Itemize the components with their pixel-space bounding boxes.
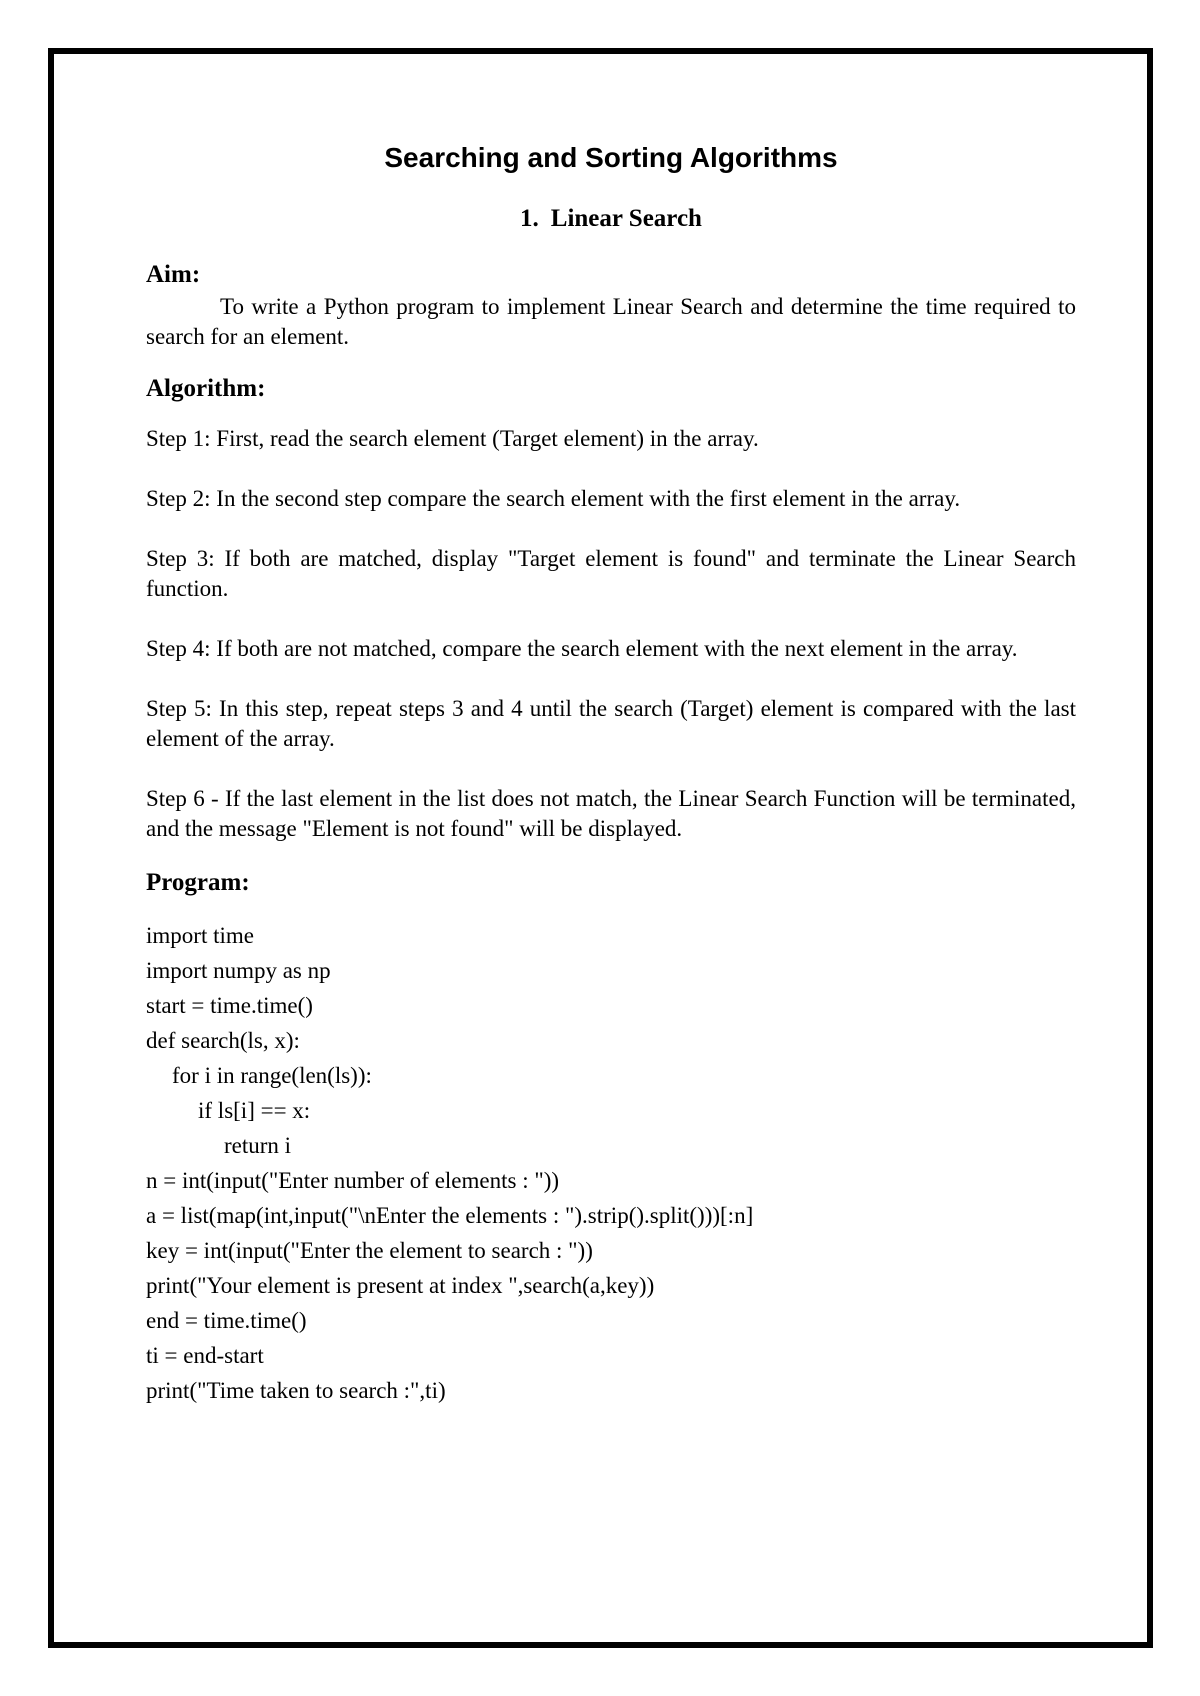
algorithm-step: Step 3: If both are matched, display "Target element is found" and terminate the Linear Search function. bbox=[146, 546, 1076, 601]
aim-heading: Aim: bbox=[146, 261, 201, 288]
program-code bbox=[146, 918, 1076, 1408]
section-number: 1. bbox=[520, 205, 539, 232]
code-line: def search(ls, x): bbox=[146, 1028, 300, 1053]
program-heading: Program: bbox=[146, 869, 250, 896]
algorithm-step: Step 4: If both are not matched, compare the search element with the next element in the array. bbox=[146, 636, 1018, 661]
section-title bbox=[146, 202, 1076, 236]
code-line: for i in range(len(ls)): bbox=[172, 1063, 372, 1088]
code-line: key = int(input("Enter the element to search : ")) bbox=[146, 1238, 593, 1263]
code-line: print("Time taken to search :",ti) bbox=[146, 1378, 446, 1403]
document-content bbox=[146, 140, 1076, 1408]
algorithm-step: Step 1: First, read the search element (Target element) in the array. bbox=[146, 426, 759, 451]
code-line: print("Your element is present at index ",search(a,key)) bbox=[146, 1273, 655, 1298]
aim-block bbox=[146, 258, 1076, 352]
code-line: end = time.time() bbox=[146, 1308, 307, 1333]
algorithm-step: Step 6 - If the last element in the list does not match, the Linear Search Function will be terminated, and the message "Element is not found" will be displayed. bbox=[146, 786, 1076, 841]
document-title: Searching and Sorting Algorithms bbox=[384, 142, 838, 173]
code-line: import numpy as np bbox=[146, 958, 331, 983]
algorithm-step: Step 2: In the second step compare the search element with the first element in the array. bbox=[146, 486, 961, 511]
code-line: a = list(map(int,input("\nEnter the elements : ").strip().split()))[:n] bbox=[146, 1203, 754, 1228]
algorithm-steps bbox=[146, 424, 1076, 844]
code-line: return i bbox=[224, 1133, 292, 1158]
code-line: start = time.time() bbox=[146, 993, 313, 1018]
aim-text: To write a Python program to implement Linear Search and determine the time required to search for an element. bbox=[146, 294, 1076, 349]
code-line: import time bbox=[146, 923, 254, 948]
code-line: if ls[i] == x: bbox=[198, 1098, 311, 1123]
section-title-text: Linear Search bbox=[550, 205, 702, 232]
algorithm-step: Step 5: In this step, repeat steps 3 and 4 until the search (Target) element is compared with the last element of the array. bbox=[146, 696, 1076, 751]
algorithm-heading: Algorithm: bbox=[146, 375, 266, 402]
code-line: ti = end-start bbox=[146, 1343, 264, 1368]
code-line: n = int(input("Enter number of elements : ")) bbox=[146, 1168, 560, 1193]
